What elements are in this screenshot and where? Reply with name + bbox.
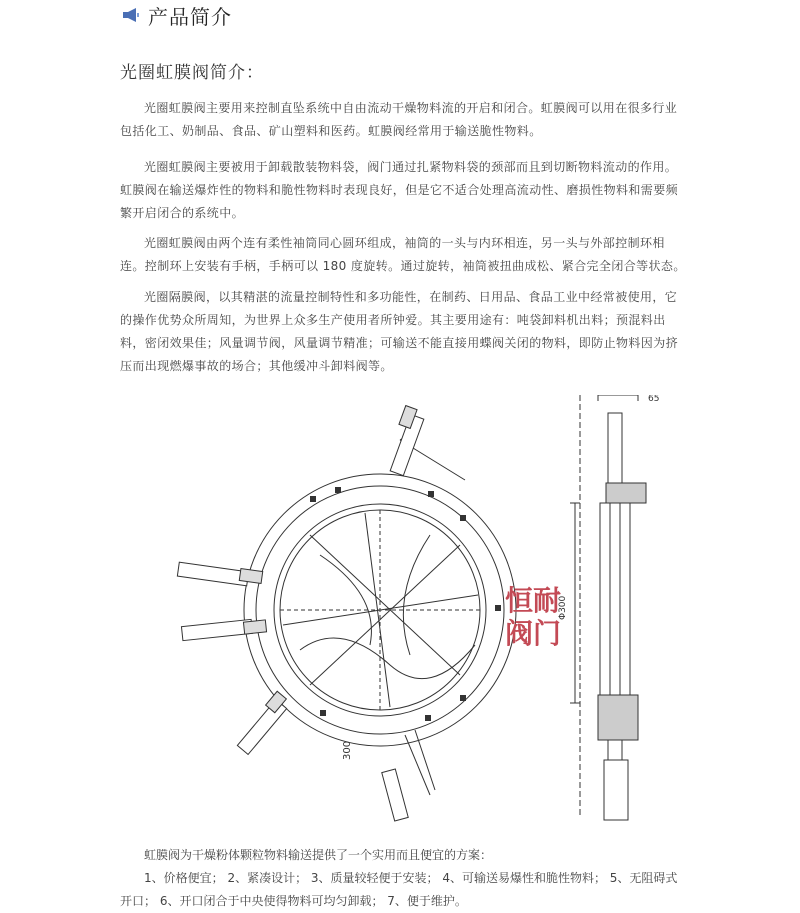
dimension-label-bottom: 300 — [342, 740, 353, 760]
summary-list-line-1: 1、价格便宜； 2、紧凑设计； 3、质量较轻便于安装； 4、可输送易爆性和脆性物料； 5、无阻碍式 — [144, 871, 678, 885]
valve-side-view — [570, 395, 646, 820]
article-subtitle: 光圈虹膜阀简介： — [120, 63, 264, 83]
watermark-line-2: 阀门 — [505, 617, 562, 650]
section-title: 产品简介 — [148, 4, 232, 29]
iris-valve-drawing — [160, 395, 680, 825]
paragraph-1: 光圈虹膜阀主要用来控制直坠系统中自由流动干燥物料流的开启和闭合。虹膜阀可以用在很多行业包括化工、奶制品、食品、矿山塑料和医药。虹膜阀经常用于输送脆性物料。 — [120, 101, 678, 138]
megaphone-icon — [122, 8, 140, 22]
paragraph-4: 光圈隔膜阀，以其精湛的流量控制特性和多功能性，在制药、日用品、食品工业中经常被使用，它的操作优势众所周知，为世界上众多生产使用者所钟爱。其主要用途有：吨袋卸料机出料；预混料出料，密闭效果佳；风量调节阀，风量调节精准；可输送不能直接用蝶阀关闭的物料，即防止物料因为挤压而出现燃爆事故的场合；其他缓冲斗卸料阀等。 — [120, 290, 679, 373]
watermark-line-1: 恒耐 — [505, 584, 562, 617]
watermark — [505, 584, 561, 650]
valve-front-view — [244, 430, 516, 795]
dimension-label-side: Φ300 — [558, 595, 568, 620]
summary-list-line-2: 开口； 6、开口闭合于中央使得物料可均匀卸载； 7、便于维护。 — [120, 894, 467, 908]
paragraph-2: 光圈虹膜阀主要被用于卸载散装物料袋，阀门通过扎紧物料袋的颈部而且到切断物料流动的作用。虹膜阀在输送爆炸性的物料和脆性物料时表现良好，但是它不适合处理高流动性、磨损性物料和需要频繁开启闭合的系统中。 — [120, 160, 679, 220]
section-header — [122, 0, 232, 30]
bolt-marks — [310, 487, 501, 721]
dimension-label-top: 65 — [648, 395, 660, 404]
summary-block — [120, 844, 700, 913]
summary-intro: 虹膜阀为干燥粉体颗粒物料输送提供了一个实用而且便宜的方案： — [144, 848, 493, 862]
paragraph-3: 光圈虹膜阀由两个连有柔性袖筒同心圆环组成，袖筒的一头与内环相连，另一头与外部控制环相连。控制环上安装有手柄，手柄可以 180 度旋转。通过旋转，袖筒被扭曲成松、紧合完全闭合等状态。 — [120, 236, 686, 273]
